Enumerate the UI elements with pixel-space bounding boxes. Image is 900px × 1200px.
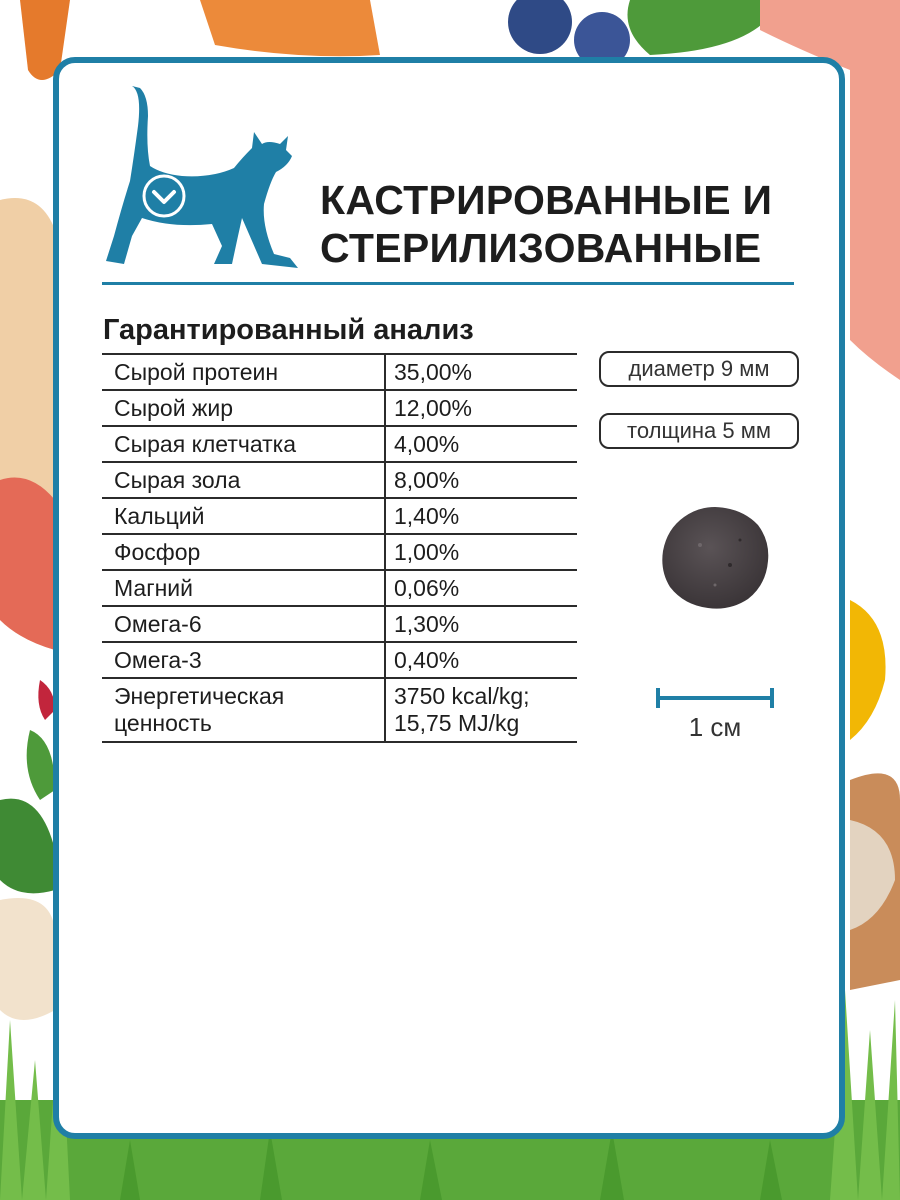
thickness-badge: толщина 5 мм	[599, 413, 799, 449]
energy-value-line-1: 3750 kcal/kg;	[394, 683, 530, 709]
analysis-table	[102, 353, 577, 743]
nutrient-value: 12,00%	[385, 390, 577, 426]
energy-name-line-2: ценность	[114, 710, 212, 736]
table-row	[102, 498, 577, 534]
energy-value	[385, 678, 577, 742]
title-line-1: КАСТРИРОВАННЫЕ И	[320, 177, 773, 223]
nutrient-name: Сырой жир	[114, 394, 233, 421]
nutrient-name: Омега-6	[114, 610, 202, 637]
nutrient-name: Сырая зола	[114, 466, 241, 493]
title-divider	[102, 282, 794, 285]
scale-label: 1 см	[688, 712, 742, 742]
table-row	[102, 606, 577, 642]
leaf-illustration	[628, 0, 781, 55]
table-row	[102, 462, 577, 498]
nutrient-name: Фосфор	[114, 538, 201, 565]
table-row	[102, 390, 577, 426]
page-title	[320, 176, 780, 272]
energy-name	[102, 678, 385, 742]
cat-logo-icon	[102, 86, 302, 270]
diameter-badge: диаметр 9 мм	[599, 351, 799, 387]
nutrient-name: Магний	[114, 574, 193, 601]
nutrient-value: 4,00%	[385, 426, 577, 462]
analysis-heading: Гарантированный анализ	[103, 314, 474, 346]
nutrient-value: 0,40%	[385, 642, 577, 678]
table-row	[102, 534, 577, 570]
nutrient-value: 35,00%	[385, 354, 577, 390]
nutrient-name: Омега-3	[114, 646, 202, 673]
table-row	[102, 570, 577, 606]
table-row	[102, 642, 577, 678]
table-row-energy	[102, 678, 577, 742]
nutrient-value: 8,00%	[385, 462, 577, 498]
kibble-image	[660, 505, 770, 611]
nutrient-value: 1,30%	[385, 606, 577, 642]
energy-value-line-2: 15,75 MJ/kg	[394, 710, 520, 736]
nutrient-value: 1,00%	[385, 534, 577, 570]
oil-illustration	[850, 600, 886, 740]
nutrient-value: 0,06%	[385, 570, 577, 606]
energy-name-line-1: Энергетическая	[114, 683, 285, 709]
table-row	[102, 426, 577, 462]
scale-bar-icon	[652, 686, 778, 710]
leaves-illustration	[0, 799, 55, 894]
table-row	[102, 354, 577, 390]
title-line-2: СТЕРИЛИЗОВАННЫЕ	[320, 225, 762, 271]
nutrient-name: Кальций	[114, 502, 205, 529]
nutrient-value: 1,40%	[385, 498, 577, 534]
nutrient-name: Сырая клетчатка	[114, 430, 297, 457]
nutrient-name: Сырой протеин	[114, 358, 279, 385]
